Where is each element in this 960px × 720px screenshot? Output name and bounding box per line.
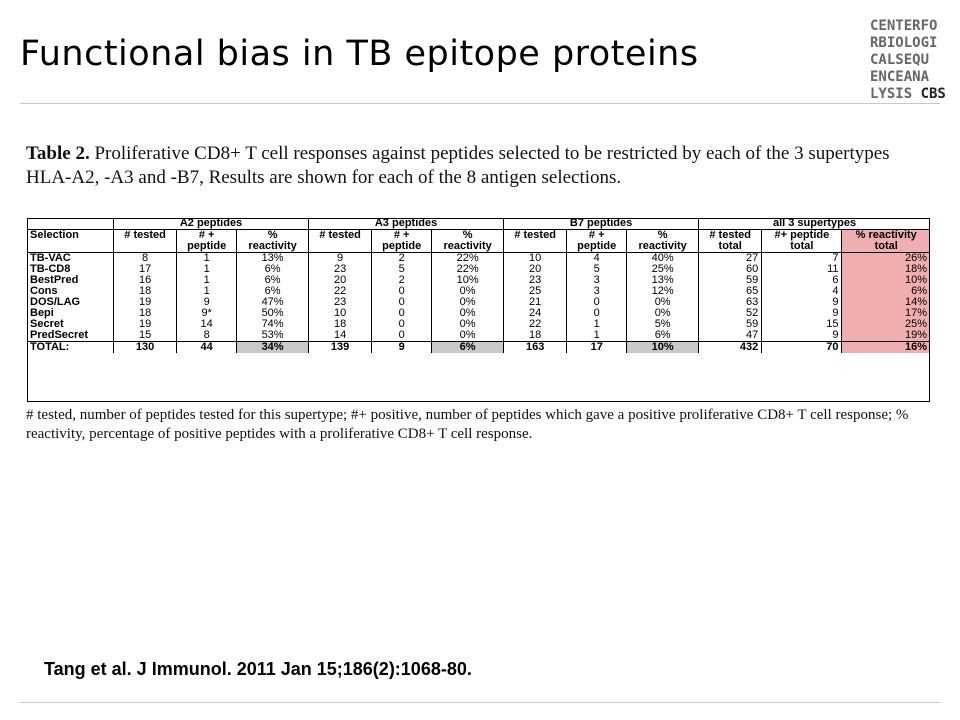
value-cell: 11 — [762, 264, 842, 275]
value-cell: 0 — [372, 319, 432, 330]
column-header-positive-2: peptide — [567, 241, 627, 253]
value-cell: 9 — [762, 308, 842, 319]
table-row — [27, 297, 930, 308]
column-header-blank — [504, 241, 567, 253]
value-cell: 0 — [372, 308, 432, 319]
value-cell: 12% — [627, 286, 699, 297]
value-cell: 0 — [372, 286, 432, 297]
value-cell: 17 — [114, 264, 177, 275]
column-header-blank — [114, 241, 177, 253]
value-cell: 18 — [114, 308, 177, 319]
value-cell: 3 — [567, 275, 627, 286]
value-cell: 14 — [177, 319, 237, 330]
value-cell: 25% — [842, 319, 930, 330]
column-header-reactivity-2: reactivity — [627, 241, 699, 253]
column-header-positive-2: peptide — [372, 241, 432, 253]
logo-line-text: LYSIS — [870, 86, 921, 102]
value-cell: 10% — [627, 342, 699, 354]
column-header-positive-2: peptide — [177, 241, 237, 253]
table-row — [27, 308, 930, 319]
value-cell: 14 — [309, 330, 372, 342]
value-cell: 59 — [699, 319, 762, 330]
value-cell: 23 — [309, 297, 372, 308]
value-cell: 432 — [699, 342, 762, 354]
value-cell: 5 — [567, 264, 627, 275]
value-cell: 25 — [504, 286, 567, 297]
value-cell: 16 — [114, 275, 177, 286]
value-cell: 22% — [432, 253, 504, 265]
value-cell: 65 — [699, 286, 762, 297]
value-cell: 17% — [842, 308, 930, 319]
value-cell: 6% — [842, 286, 930, 297]
value-cell: 0% — [432, 286, 504, 297]
value-cell: 14% — [842, 297, 930, 308]
table-row — [27, 330, 930, 342]
value-cell: 163 — [504, 342, 567, 354]
value-cell: 60 — [699, 264, 762, 275]
logo-line: RBIOLOGI — [870, 35, 938, 51]
value-cell: 5% — [627, 319, 699, 330]
value-cell: 3 — [567, 286, 627, 297]
value-cell: 130 — [114, 342, 177, 354]
value-cell: 22% — [432, 264, 504, 275]
column-header-positive-total: #+ peptide — [762, 230, 842, 242]
footer-divider — [20, 702, 940, 703]
value-cell: 6% — [237, 264, 309, 275]
value-cell: 1 — [177, 264, 237, 275]
value-cell: 52 — [699, 308, 762, 319]
value-cell: 18 — [504, 330, 567, 342]
selection-cell: TOTAL: — [27, 342, 114, 354]
value-cell: 15 — [762, 319, 842, 330]
value-cell: 9 — [762, 297, 842, 308]
selection-cell: PredSecret — [30, 329, 89, 341]
title-divider — [20, 103, 940, 104]
value-cell: 26% — [842, 253, 930, 265]
value-cell: 25% — [627, 264, 699, 275]
value-cell: 1 — [177, 253, 237, 265]
slide-title: Functional bias in TB epitope proteins — [20, 34, 699, 74]
value-cell: 18 — [114, 286, 177, 297]
column-header-reactivity-total: % reactivity — [842, 230, 930, 242]
value-cell: 0 — [567, 308, 627, 319]
group-header-blank — [27, 218, 114, 230]
value-cell: 13% — [237, 253, 309, 265]
table-row — [27, 275, 930, 286]
value-cell: 53% — [237, 330, 309, 342]
citation: Tang et al. J Immunol. 2011 Jan 15;186(2):1068-80. — [44, 659, 472, 679]
value-cell: 10% — [842, 275, 930, 286]
value-cell: 139 — [309, 342, 372, 354]
column-header-reactivity-2: reactivity — [432, 241, 504, 253]
column-header-blank — [309, 241, 372, 253]
logo-line: CALSEQU — [870, 52, 930, 68]
column-header-positive-total-2: total — [762, 241, 842, 253]
selection-cell: BestPred — [30, 274, 79, 286]
value-cell: 47% — [237, 297, 309, 308]
value-cell: 59 — [699, 275, 762, 286]
value-cell: 1 — [567, 330, 627, 342]
table-group-header-row — [27, 218, 930, 230]
value-cell: 4 — [567, 253, 627, 265]
column-header-tested: # tested — [504, 230, 567, 242]
selection-cell: DOS/LAG — [30, 296, 81, 308]
value-cell: 5 — [372, 264, 432, 275]
column-header-reactivity-total-2: total — [842, 241, 930, 253]
selection-cell: Cons — [30, 285, 58, 297]
value-cell: 6% — [237, 275, 309, 286]
logo-emphasis: CBS — [920, 86, 946, 102]
group-header-a3: A3 peptides — [309, 218, 504, 230]
value-cell: 0 — [372, 330, 432, 342]
value-cell: 1 — [177, 286, 237, 297]
column-header-positive: # + — [177, 230, 237, 242]
value-cell: 27 — [699, 253, 762, 265]
value-cell: 22 — [504, 319, 567, 330]
value-cell: 21 — [504, 297, 567, 308]
value-cell: 70 — [762, 342, 842, 354]
table-row — [27, 319, 930, 330]
value-cell: 0% — [432, 330, 504, 342]
value-cell: 15 — [114, 330, 177, 342]
column-header-tested: # tested — [114, 230, 177, 242]
logo-line: CENTERFO — [870, 18, 938, 34]
value-cell: 10 — [309, 308, 372, 319]
value-cell: 8 — [114, 253, 177, 265]
value-cell: 7 — [762, 253, 842, 265]
selection-cell: Bepi — [30, 307, 54, 319]
column-header-selection: Selection — [30, 229, 79, 241]
table-caption-text: Proliferative CD8+ T cell responses against peptides selected to be restricted by each of the 3 supertypes HLA-A2, -A3 and -B7, Results are shown for each of the 8 antigen selections. — [26, 143, 890, 188]
column-header-blank — [27, 241, 114, 253]
value-cell: 8 — [177, 330, 237, 342]
value-cell: 0% — [432, 319, 504, 330]
selection-cell: Secret — [30, 318, 64, 330]
value-cell: 6% — [432, 342, 504, 354]
value-cell: 0% — [627, 297, 699, 308]
value-cell: 9 — [177, 297, 237, 308]
value-cell: 20 — [309, 275, 372, 286]
value-cell: 10% — [432, 275, 504, 286]
value-cell: 9 — [762, 330, 842, 342]
value-cell: 2 — [372, 275, 432, 286]
value-cell: 4 — [762, 286, 842, 297]
column-header-reactivity: % — [237, 230, 309, 242]
value-cell: 1 — [177, 275, 237, 286]
value-cell: 0 — [567, 297, 627, 308]
value-cell: 9 — [372, 342, 432, 354]
value-cell: 24 — [504, 308, 567, 319]
table-body — [27, 253, 930, 354]
selection-cell: TB-CD8 — [30, 263, 71, 275]
column-header-positive: # + — [372, 230, 432, 242]
logo-line: ENCEANA — [870, 69, 930, 85]
value-cell: 50% — [237, 308, 309, 319]
value-cell: 17 — [567, 342, 627, 354]
value-cell: 13% — [627, 275, 699, 286]
value-cell: 6 — [762, 275, 842, 286]
value-cell: 23 — [309, 264, 372, 275]
table-caption-label: Table 2. — [26, 143, 90, 164]
column-header-tested-total: # tested — [699, 230, 762, 242]
value-cell: 18 — [309, 319, 372, 330]
value-cell: 0 — [372, 297, 432, 308]
table-total-row — [27, 342, 930, 354]
value-cell: 74% — [237, 319, 309, 330]
table-row — [27, 286, 930, 297]
logo-line — [870, 86, 950, 103]
cbs-logo — [870, 18, 950, 103]
value-cell: 1 — [567, 319, 627, 330]
value-cell: 19 — [114, 297, 177, 308]
column-header-tested: # tested — [309, 230, 372, 242]
value-cell: 20 — [504, 264, 567, 275]
value-cell: 19 — [114, 319, 177, 330]
value-cell: 63 — [699, 297, 762, 308]
group-header-b7: B7 peptides — [504, 218, 699, 230]
value-cell: 19% — [842, 330, 930, 342]
column-header-tested-total-2: total — [699, 241, 762, 253]
table-caption — [26, 142, 936, 190]
value-cell: 47 — [699, 330, 762, 342]
column-header-reactivity-2: reactivity — [237, 241, 309, 253]
value-cell: 0% — [627, 308, 699, 319]
value-cell: 6% — [237, 286, 309, 297]
value-cell: 9 — [309, 253, 372, 265]
value-cell: 10 — [504, 253, 567, 265]
group-header-a2: A2 peptides — [114, 218, 309, 230]
column-header-reactivity: % — [627, 230, 699, 242]
value-cell: 2 — [372, 253, 432, 265]
value-cell: 22 — [309, 286, 372, 297]
value-cell: 18% — [842, 264, 930, 275]
table-footnote: # tested, number of peptides tested for this supertype; #+ positive, number of peptides which gave a positive proliferative CD8+ T cell response; % reactivity, percentage of positive peptides with a proliferative CD8+ T cell response. — [26, 407, 909, 442]
column-header-reactivity: % — [432, 230, 504, 242]
table-column-header-row-2 — [27, 241, 930, 253]
value-cell: 0% — [432, 308, 504, 319]
value-cell: 6% — [627, 330, 699, 342]
value-cell: 0% — [432, 297, 504, 308]
results-table — [27, 218, 930, 353]
value-cell: 44 — [177, 342, 237, 354]
selection-cell: TB-VAC — [30, 252, 71, 264]
value-cell: 34% — [237, 342, 309, 354]
value-cell: 23 — [504, 275, 567, 286]
value-cell: 16% — [842, 342, 930, 354]
column-header-positive: # + — [567, 230, 627, 242]
value-cell: 40% — [627, 253, 699, 265]
group-header-all: all 3 supertypes — [699, 218, 930, 230]
value-cell: 9* — [177, 308, 237, 319]
